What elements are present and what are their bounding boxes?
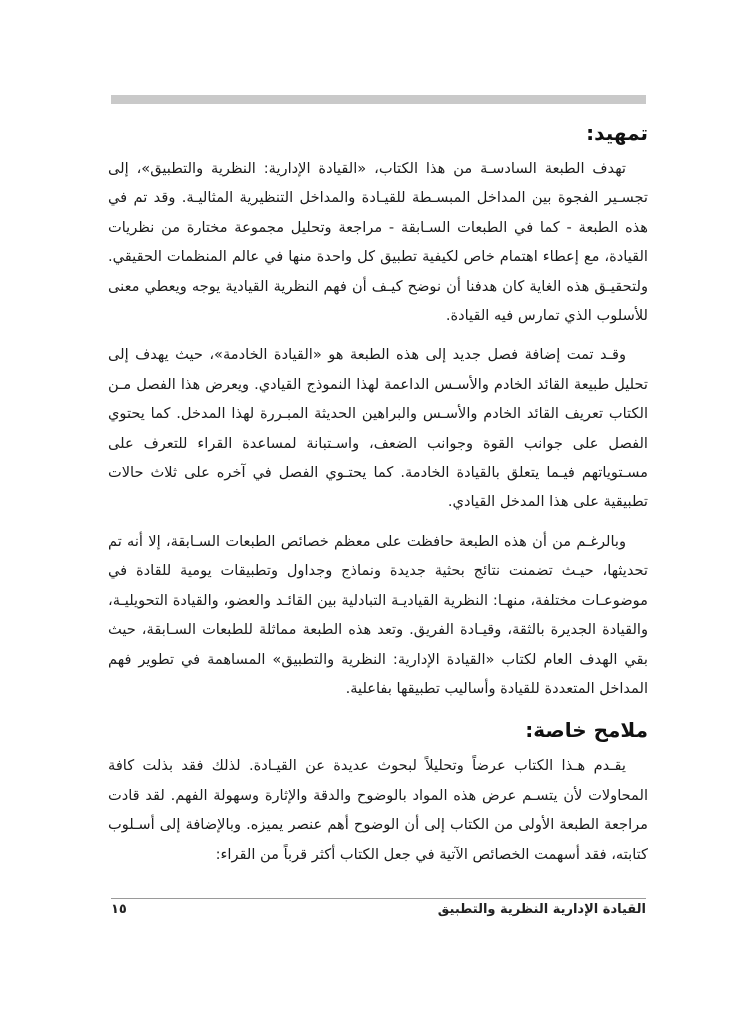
paragraph: وقـد تمت إضافة فصل جديد إلى هذه الطبعة هو «القيادة الخادمة»، حيث يهدف إلى تحليل طبيعة القائد الخادم والأسـس الداعمة لهذا النموذج القيادي. ويعرض هذا الفصل مـن الكتاب تعريف القائد الخادم والأسـس والبراهين الحديثة المبـررة لهذا المدخل. كما يحتوي الفصل على جوانب القوة وجوانب الضعف، واسـتبانة لمساعدة القراء للتعرف على مسـتوياتهم فيـما يتعلق بالقيادة الخادمة. كما يحتـوي الفصل في آخره على ثلاث حالات تطبيقية على هذا المدخل القيادي. [108,346,648,511]
section-heading-introduction: تمهيد: [586,121,648,145]
paragraph: يقـدم هـذا الكتاب عرضاً وتحليلاً لبحوث عديدة عن القيـادة. لذلك فقد بذلت كافة المحاولات لأن يتسـم عرض هذه المواد بالوضوح والدقة والإثارة وسهولة الفهم. لقد قادت مراجعة الطبعة الأولى من الكتاب إلى أن الوضوح أهم عنصر يميزه. وبالإضافة إلى أسـلوب كتابته، فقد أسهمت الخصائص الآتية في جعل الكتاب أكثر قرباً من القراء: [108,757,648,863]
section-introduction [108,118,648,703]
header-rule [111,95,646,104]
footer-book-title: القيادة الإدارية النظرية والتطبيق [437,902,646,917]
section-heading-special-features: ملامح خاصة: [525,718,648,743]
paragraph: تهدف الطبعة السادسـة من هذا الكتاب، «القيادة الإدارية: النظرية والتطبيق»، إلى تجسـير الفجوة بين المداخل المبسـطة للقيـادة والمداخل التنظيرية المثاليـة. وقد تم في هذه الطبعة - كما في الطبعات السـابقة - مراجعة وتحليل مجموعة مختارة من نظريات القيادة، مع إعطاء اهتمام خاص لكيفية تطبيق كل واحدة منها في عالم المنظمات الحقيقي. ولتحقيـق هذه الغاية كان هدفنا أن نوضح كيـف أن فهم النظرية القيادية يوجه ويعطي معنى للأسلوب الذي تمارس فيه القيادة. [108,160,648,325]
section-special-features [108,715,648,869]
page-body [108,118,648,879]
page-number: ١٥ [111,902,127,917]
footer-rule [111,898,646,899]
paragraph: وبالرغـم من أن هذه الطبعة حافظت على معظم خصائص الطبعات السـابقة، إلا أنه تم تحديثها، حيـث تضمنت نتائج بحثية جديدة ونماذج وجداول وتطبيقات يومية للقادة في موضوعـات مختلفة، منهـا: النظرية القياديـة التبادلية بين القائـد والعضو، والقيادة التحويليـة، والقيادة الجديرة بالثقة، وقيـادة الفريق. وتعد هذه الطبعة مماثلة للطبعات السـابقة، حيث بقي الهدف العام لكتاب «القيادة الإدارية: النظرية والتطبيق» المساهمة في تطوير فهم المداخل المتعددة للقيادة وأساليب تطبيقها بفاعلية. [108,532,648,697]
